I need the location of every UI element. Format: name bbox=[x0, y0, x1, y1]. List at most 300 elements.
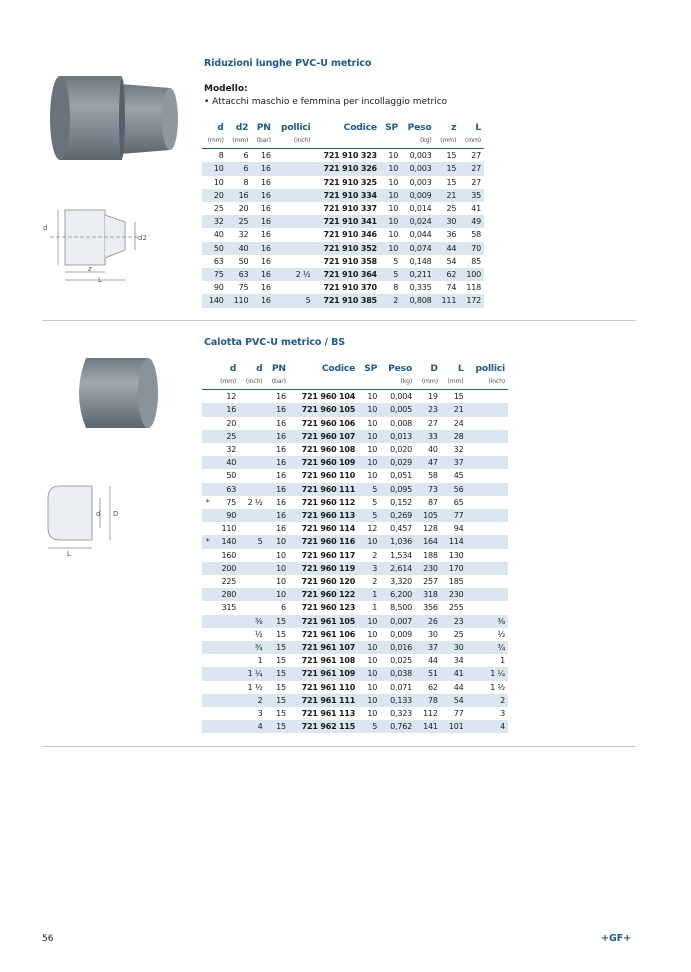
cell-dinch bbox=[239, 588, 265, 601]
cell-l: 65 bbox=[453, 497, 464, 507]
cell-D: 47 bbox=[415, 456, 441, 469]
cell-d: 50 bbox=[226, 471, 237, 481]
cell-poll bbox=[467, 403, 508, 416]
cell-poll bbox=[274, 255, 314, 268]
cell-z: 21 bbox=[435, 189, 460, 202]
cell-D: 27 bbox=[428, 418, 438, 428]
cell-pn: 16 bbox=[261, 204, 271, 213]
cell-l: 34 bbox=[453, 656, 464, 666]
cell-peso: 0,152 bbox=[390, 497, 413, 507]
column-unit: (mm) bbox=[227, 134, 252, 149]
cell-pn: 10 bbox=[276, 550, 286, 560]
cell-poll: 3 bbox=[500, 709, 505, 719]
column-header: d bbox=[217, 122, 224, 133]
cell-l: 130 bbox=[448, 550, 464, 560]
cell-sp: 10 bbox=[367, 629, 378, 639]
cell-d2: 20 bbox=[238, 204, 249, 213]
cell-dinch bbox=[239, 469, 265, 482]
cell-d: 10 bbox=[213, 177, 224, 187]
cell-d: 20 bbox=[202, 189, 227, 202]
cell-l: 15 bbox=[453, 392, 464, 402]
cell-star bbox=[202, 628, 213, 641]
cell-d: 110 bbox=[221, 524, 237, 534]
cell-pn: 10 bbox=[265, 535, 288, 548]
cell-star bbox=[202, 509, 213, 522]
cell-sp: 10 bbox=[358, 615, 380, 628]
cell-peso: 0,004 bbox=[390, 392, 413, 402]
cell-sp: 12 bbox=[367, 524, 378, 534]
cell-d: 75 bbox=[202, 268, 227, 281]
cell-pn: 15 bbox=[265, 667, 288, 680]
cell-star bbox=[202, 694, 213, 707]
reducer-technical-drawing bbox=[40, 200, 150, 285]
cell-code: 721 910 346 bbox=[323, 230, 377, 240]
cell-peso: 0,013 bbox=[380, 430, 415, 443]
cell-dinch: 1 bbox=[257, 656, 263, 666]
cell-pn: 10 bbox=[276, 577, 286, 587]
cell-sp: 5 bbox=[393, 256, 399, 266]
cell-sp: 10 bbox=[388, 230, 399, 240]
cell-l: 23 bbox=[441, 615, 467, 628]
table-row bbox=[202, 483, 508, 496]
cell-D: 128 bbox=[423, 524, 438, 534]
cell-pn: 16 bbox=[276, 392, 286, 402]
cell-dinch bbox=[239, 417, 265, 430]
cell-sp: 10 bbox=[358, 667, 380, 680]
cell-D: 141 bbox=[415, 720, 441, 733]
section-title-caps: Calotta PVC-U metrico / BS bbox=[204, 337, 345, 348]
cell-poll bbox=[467, 562, 508, 575]
cell-pn: 16 bbox=[251, 242, 273, 255]
cell-poll bbox=[467, 469, 508, 482]
column-unit bbox=[358, 375, 380, 390]
cell-l: 77 bbox=[453, 709, 464, 719]
reducer-product-image bbox=[42, 70, 182, 170]
cell-star: * bbox=[202, 535, 213, 548]
column-unit: (bar) bbox=[265, 375, 288, 390]
cell-poll: ⅜ bbox=[467, 615, 508, 628]
cell-pn: 10 bbox=[265, 562, 288, 575]
cell-peso: 0,020 bbox=[390, 445, 413, 454]
cell-pn: 16 bbox=[265, 483, 288, 496]
cell-poll bbox=[467, 601, 508, 614]
cell-code: 721 960 116 bbox=[289, 535, 358, 548]
cell-sp: 10 bbox=[380, 162, 401, 175]
cap-technical-drawing bbox=[40, 478, 130, 558]
cell-poll bbox=[274, 162, 314, 175]
cell-dinch bbox=[239, 483, 265, 496]
section-divider bbox=[42, 320, 636, 321]
cell-code: 721 910 326 bbox=[313, 162, 379, 175]
cell-peso: 0,269 bbox=[380, 509, 415, 522]
cell-sp: 10 bbox=[367, 445, 378, 454]
cell-d bbox=[213, 707, 239, 720]
cell-code: 721 960 119 bbox=[289, 562, 358, 575]
column-unit: (bar) bbox=[251, 134, 273, 149]
cell-l: 45 bbox=[453, 471, 464, 481]
cell-poll bbox=[274, 228, 314, 241]
cell-peso: 0,071 bbox=[390, 682, 413, 692]
cell-l: 24 bbox=[453, 418, 464, 428]
cell-D: 58 bbox=[428, 471, 438, 481]
cell-code: 721 961 111 bbox=[289, 694, 358, 707]
cell-l: 255 bbox=[448, 603, 464, 613]
cell-peso: 0,051 bbox=[390, 471, 413, 481]
cell-star bbox=[202, 562, 213, 575]
cell-sp: 2 bbox=[372, 577, 378, 587]
cell-sp: 5 bbox=[358, 509, 380, 522]
cell-peso: 0,024 bbox=[401, 215, 434, 228]
cell-code: 721 960 117 bbox=[301, 550, 356, 560]
cell-pn: 16 bbox=[276, 497, 286, 507]
cell-l: 172 bbox=[459, 294, 484, 307]
cell-peso: 0,038 bbox=[380, 667, 415, 680]
column-unit: (mm) bbox=[459, 134, 484, 149]
cell-d bbox=[213, 641, 239, 654]
table-row bbox=[202, 268, 484, 281]
cell-code: 721 960 104 bbox=[301, 392, 356, 402]
cell-d2: 63 bbox=[227, 268, 252, 281]
cell-D: 87 bbox=[428, 497, 438, 507]
column-unit: (inch) bbox=[467, 375, 508, 390]
column-header: D bbox=[430, 363, 438, 374]
column-header: PN bbox=[271, 363, 286, 374]
cell-d2: 50 bbox=[238, 256, 249, 266]
cell-l: 70 bbox=[459, 242, 484, 255]
cell-poll bbox=[467, 483, 508, 496]
table-row bbox=[202, 654, 508, 667]
drawing-label-l: L bbox=[98, 276, 102, 284]
cell-dinch bbox=[239, 549, 265, 562]
cell-d: 140 bbox=[202, 294, 227, 307]
cell-d: 12 bbox=[226, 392, 237, 402]
cell-d: 140 bbox=[213, 535, 239, 548]
column-header: d2 bbox=[235, 122, 249, 133]
cell-poll bbox=[467, 522, 508, 535]
cell-sp: 10 bbox=[367, 682, 378, 692]
cell-peso: 0,457 bbox=[390, 524, 413, 534]
cell-D: 19 bbox=[428, 392, 438, 402]
cell-peso: 0,044 bbox=[409, 230, 432, 240]
cell-code: 721 961 105 bbox=[289, 615, 358, 628]
cell-d bbox=[213, 615, 239, 628]
column-header: L bbox=[475, 122, 481, 133]
cell-d: 40 bbox=[213, 230, 224, 240]
table-row bbox=[202, 149, 484, 163]
column-unit: (kg) bbox=[380, 375, 415, 390]
cell-dinch bbox=[239, 509, 265, 522]
cell-d: 25 bbox=[213, 430, 239, 443]
cell-pn: 10 bbox=[265, 588, 288, 601]
cell-pn: 15 bbox=[265, 641, 288, 654]
cell-dinch bbox=[239, 443, 265, 456]
cell-star bbox=[202, 430, 213, 443]
cell-code: 721 960 110 bbox=[301, 471, 356, 481]
cell-l: 54 bbox=[441, 694, 467, 707]
cell-poll bbox=[274, 215, 314, 228]
drawing-label-D: D bbox=[113, 510, 119, 518]
column-header: Codice bbox=[343, 122, 377, 133]
table-row bbox=[202, 667, 508, 680]
cell-sp: 10 bbox=[367, 656, 378, 666]
drawing-label-d: d bbox=[96, 510, 101, 518]
column-header: PN bbox=[256, 122, 271, 133]
cell-D: 33 bbox=[415, 430, 441, 443]
cell-poll bbox=[467, 496, 508, 509]
cell-star bbox=[202, 681, 213, 694]
cell-star bbox=[202, 601, 213, 614]
cell-sp: 10 bbox=[380, 242, 401, 255]
cell-D: 51 bbox=[415, 667, 441, 680]
cell-star bbox=[202, 720, 213, 733]
cell-peso: 0,323 bbox=[390, 709, 413, 719]
model-bullet: • Attacchi maschio e femmina per incollaggio metrico bbox=[204, 97, 448, 107]
cell-dinch bbox=[239, 430, 265, 443]
cell-l: 58 bbox=[471, 230, 481, 240]
cell-star bbox=[202, 549, 213, 562]
cell-pn: 15 bbox=[276, 709, 286, 719]
cell-poll bbox=[467, 456, 508, 469]
cell-d: 10 bbox=[202, 162, 227, 175]
cell-peso: 0,003 bbox=[401, 162, 434, 175]
cell-peso: 0,003 bbox=[409, 151, 432, 161]
cell-pn: 6 bbox=[280, 603, 286, 613]
cell-code: 721 910 337 bbox=[323, 204, 377, 213]
cell-star bbox=[202, 522, 213, 535]
cell-d2: 40 bbox=[227, 242, 252, 255]
table-row bbox=[202, 228, 484, 241]
cell-dinch: ½ bbox=[254, 629, 263, 639]
cell-d: 63 bbox=[213, 483, 239, 496]
cell-l: 27 bbox=[459, 162, 484, 175]
cell-code: 721 960 114 bbox=[301, 524, 356, 534]
cell-d2: 6 bbox=[243, 151, 249, 161]
cell-poll bbox=[467, 509, 508, 522]
cell-sp: 10 bbox=[367, 418, 378, 428]
cell-z: 15 bbox=[435, 162, 460, 175]
cell-star bbox=[202, 390, 213, 404]
cell-code: 721 960 107 bbox=[289, 430, 358, 443]
cell-d: 20 bbox=[226, 418, 237, 428]
cell-l: 44 bbox=[453, 682, 464, 692]
cell-sp: 10 bbox=[388, 204, 399, 213]
cell-code: 721 910 323 bbox=[323, 151, 377, 161]
cell-D: 23 bbox=[415, 403, 441, 416]
table-row bbox=[202, 509, 508, 522]
cell-pn: 16 bbox=[261, 283, 271, 293]
cell-code: 721 910 358 bbox=[323, 256, 377, 266]
cell-l: 85 bbox=[471, 256, 481, 266]
cell-sp: 10 bbox=[367, 709, 378, 719]
cell-dinch: 5 bbox=[239, 535, 265, 548]
drawing-label-L: L bbox=[67, 550, 71, 558]
column-unit: (inch) bbox=[239, 375, 265, 390]
cell-star bbox=[202, 469, 213, 482]
cell-D: 318 bbox=[415, 588, 441, 601]
cell-dinch: 2 bbox=[239, 694, 265, 707]
table-row bbox=[202, 390, 508, 404]
table-row bbox=[202, 601, 508, 614]
cell-d2: 6 bbox=[227, 162, 252, 175]
table-row bbox=[202, 162, 484, 175]
cell-dinch: 1 ½ bbox=[247, 682, 263, 692]
table-row bbox=[202, 294, 484, 307]
cell-star bbox=[202, 575, 213, 588]
column-unit: (mm) bbox=[202, 134, 227, 149]
column-header: Codice bbox=[321, 363, 356, 374]
cell-l: 101 bbox=[441, 720, 467, 733]
cell-d bbox=[213, 654, 239, 667]
cell-code: 721 960 108 bbox=[301, 445, 356, 454]
column-header: Peso bbox=[388, 363, 413, 374]
cell-d: 90 bbox=[213, 283, 224, 293]
column-header: z bbox=[451, 122, 457, 133]
table-row bbox=[202, 176, 484, 189]
section-title-reductions: Riduzioni lunghe PVC-U metrico bbox=[204, 58, 372, 69]
cell-code: 721 910 334 bbox=[313, 189, 379, 202]
cell-sp: 10 bbox=[380, 215, 401, 228]
column-unit: (mm) bbox=[441, 375, 467, 390]
cell-d: 75 bbox=[226, 497, 237, 507]
cell-z: 44 bbox=[435, 242, 460, 255]
table-row bbox=[202, 281, 484, 294]
cell-z: 30 bbox=[435, 215, 460, 228]
cell-d2: 25 bbox=[227, 215, 252, 228]
column-header: pollici bbox=[280, 122, 311, 133]
cell-peso: 0,095 bbox=[380, 483, 415, 496]
cell-sp: 10 bbox=[367, 471, 378, 481]
drawing-label-z: z bbox=[88, 265, 92, 273]
cell-peso: 0,009 bbox=[401, 189, 434, 202]
cell-d: 225 bbox=[221, 577, 237, 587]
cell-dinch bbox=[239, 390, 265, 404]
cell-peso: 0,005 bbox=[380, 403, 415, 416]
cell-l: 114 bbox=[441, 535, 467, 548]
cell-l: 185 bbox=[448, 577, 464, 587]
cell-pn: 16 bbox=[276, 471, 286, 481]
cell-D: 44 bbox=[428, 656, 438, 666]
cell-poll bbox=[274, 176, 314, 189]
cell-peso: 0,074 bbox=[401, 242, 434, 255]
cell-code: 721 960 106 bbox=[301, 418, 356, 428]
cell-peso: 3,320 bbox=[390, 577, 413, 587]
cell-pn: 15 bbox=[276, 656, 286, 666]
cell-pn: 16 bbox=[265, 403, 288, 416]
cell-poll bbox=[467, 390, 508, 404]
cell-l: 30 bbox=[441, 641, 467, 654]
cell-d2: 16 bbox=[227, 189, 252, 202]
modello-label: Modello: bbox=[204, 84, 248, 94]
cell-star: * bbox=[205, 497, 210, 507]
cell-poll bbox=[274, 202, 314, 215]
cell-poll bbox=[274, 242, 314, 255]
cell-d: 50 bbox=[202, 242, 227, 255]
cell-sp: 5 bbox=[380, 268, 401, 281]
cell-d: 160 bbox=[221, 550, 237, 560]
cell-D: 230 bbox=[415, 562, 441, 575]
table-row bbox=[202, 456, 508, 469]
cell-poll bbox=[467, 549, 508, 562]
cell-pn: 16 bbox=[265, 430, 288, 443]
cell-star bbox=[202, 615, 213, 628]
column-unit: (mm) bbox=[415, 375, 441, 390]
cell-sp: 1 bbox=[358, 588, 380, 601]
table-row bbox=[202, 469, 508, 482]
cell-poll: 4 bbox=[467, 720, 508, 733]
cell-pn: 15 bbox=[265, 615, 288, 628]
cell-d: 32 bbox=[202, 215, 227, 228]
table-row bbox=[202, 707, 508, 720]
cell-sp: 10 bbox=[358, 694, 380, 707]
gf-logo: +GF+ bbox=[601, 933, 632, 944]
cell-code: 721 961 108 bbox=[301, 656, 356, 666]
cell-code: 721 961 113 bbox=[301, 709, 356, 719]
column-unit bbox=[202, 375, 213, 390]
cell-sp: 10 bbox=[358, 641, 380, 654]
table-row bbox=[202, 255, 484, 268]
column-header: d bbox=[256, 363, 263, 374]
cell-D: 62 bbox=[428, 682, 438, 692]
cell-code: 721 960 123 bbox=[301, 603, 356, 613]
cell-d2: 75 bbox=[238, 283, 249, 293]
cell-peso: 0,007 bbox=[380, 615, 415, 628]
cell-l: 27 bbox=[471, 151, 481, 161]
reductions-table bbox=[202, 121, 484, 308]
cell-dinch bbox=[239, 522, 265, 535]
cell-z: 15 bbox=[446, 151, 457, 161]
cell-peso: 6,200 bbox=[380, 588, 415, 601]
column-unit: (mm) bbox=[435, 134, 460, 149]
cell-dinch: 2 ½ bbox=[247, 497, 263, 507]
cell-l: 77 bbox=[441, 509, 467, 522]
cell-D: 112 bbox=[423, 709, 438, 719]
cell-sp: 5 bbox=[358, 720, 380, 733]
cell-z: 15 bbox=[446, 177, 457, 187]
cell-code: 721 961 106 bbox=[301, 629, 356, 639]
cell-star bbox=[202, 654, 213, 667]
cell-pn: 16 bbox=[261, 177, 271, 187]
cell-D: 30 bbox=[428, 629, 438, 639]
section-divider bbox=[42, 746, 636, 747]
cell-sp: 5 bbox=[358, 483, 380, 496]
cell-poll bbox=[274, 281, 314, 294]
cell-l: 21 bbox=[441, 403, 467, 416]
cell-poll: 1 ½ bbox=[490, 682, 505, 692]
table-row bbox=[202, 522, 508, 535]
cell-peso: 0,008 bbox=[390, 418, 413, 428]
column-unit: (inch) bbox=[274, 134, 314, 149]
cell-l: 27 bbox=[471, 177, 481, 187]
cell-l: 25 bbox=[453, 629, 464, 639]
cell-D: 188 bbox=[423, 550, 438, 560]
cell-d: 90 bbox=[213, 509, 239, 522]
cell-poll bbox=[467, 417, 508, 430]
cell-d: 315 bbox=[221, 603, 237, 613]
cell-l: 37 bbox=[441, 456, 467, 469]
cell-pn: 16 bbox=[261, 256, 271, 266]
column-header: L bbox=[457, 363, 464, 374]
cell-pn: 16 bbox=[265, 509, 288, 522]
cell-poll: 5 bbox=[274, 294, 314, 307]
column-header: SP bbox=[385, 122, 399, 133]
drawing-label-d: d bbox=[43, 224, 48, 232]
cell-peso: 1,036 bbox=[380, 535, 415, 548]
cell-d: 40 bbox=[213, 456, 239, 469]
table-row bbox=[202, 242, 484, 255]
cell-sp: 1 bbox=[372, 603, 378, 613]
cell-pn: 16 bbox=[251, 268, 273, 281]
table-row bbox=[202, 628, 508, 641]
